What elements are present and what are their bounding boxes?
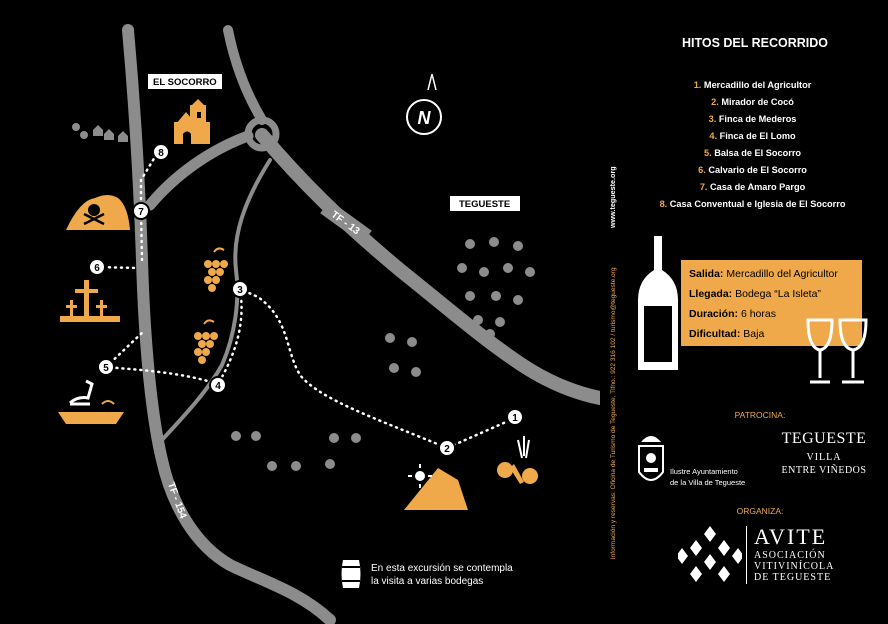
tf13-label: [320, 200, 371, 244]
wine-bottle-icon: [632, 234, 684, 374]
pirate-hat-icon: [66, 195, 130, 230]
tf154-text: TF - 154: [164, 480, 189, 521]
north-letter: N: [417, 108, 431, 128]
waypoint-3: [232, 281, 248, 297]
route-info-box: Salida: Mercadillo del Agricultor Llegada: Bodega “La Isleta” Duración: 6 horas Dificultad: Baja: [681, 260, 862, 346]
waypoint-1: [507, 409, 523, 425]
svg-text:2: 2: [444, 444, 450, 455]
avite-divider: [746, 526, 747, 584]
tf154-label: [165, 481, 188, 521]
svg-text:8: 8: [158, 148, 164, 159]
waypoint-2: [439, 440, 455, 456]
vertical-contact-text: [604, 60, 620, 620]
svg-text:1: 1: [512, 413, 518, 424]
road-north: [228, 30, 262, 120]
wine-glasses-icon: [804, 316, 874, 388]
tf13-text: TF - 13: [328, 209, 362, 238]
organiza-label: ORGANIZA:: [736, 506, 784, 516]
vegetables-icon: [497, 436, 538, 484]
grapes-icon-2: [194, 320, 218, 364]
stop-item: 1. Mercadillo del Agricultor: [693, 80, 812, 90]
north-arrow-icon: [407, 74, 441, 134]
stops-list: [620, 77, 885, 213]
calvario-icon: [60, 280, 120, 322]
website-text: www.tegueste.org: [608, 166, 618, 228]
stop-item: 4. Finca de El Lomo: [709, 131, 796, 141]
road-branch: [162, 160, 270, 440]
avite-text: AVITE ASOCIACIÓN VITIVINÍCOLA DE TEGUESTE: [754, 524, 835, 583]
coat-of-arms-icon: [636, 430, 666, 492]
stop-item: 2. Mirador de Cocó: [711, 97, 794, 107]
stops-title: HITOS DEL RECORRIDO: [681, 36, 829, 50]
waypoint-4: [210, 377, 226, 393]
waypoint-7: [133, 203, 149, 219]
stop-item: 3. Finca de Mederos: [708, 114, 797, 124]
waypoint-8: [153, 144, 169, 160]
balsa-bird-icon: [58, 381, 124, 424]
waypoint-5: [98, 359, 114, 375]
place-label-socorro: EL SOCORRO: [153, 77, 217, 88]
avite-logo-icon: [678, 522, 742, 586]
svg-text:6: 6: [94, 263, 100, 274]
place-label-tegueste: TEGUESTE: [459, 199, 511, 210]
svg-text:3: 3: [237, 285, 243, 296]
stop-item: 7. Casa de Amaro Pargo: [699, 182, 806, 192]
stop-item: 6. Calvario de El Socorro: [698, 165, 807, 175]
church-icon: [174, 99, 210, 144]
svg-text:7: 7: [138, 207, 144, 218]
stop-item: 5. Balsa de El Socorro: [703, 148, 802, 158]
mirador-mountain-icon: [404, 464, 468, 510]
svg-text:5: 5: [103, 363, 109, 374]
waypoint-6: [89, 259, 105, 275]
svg-text:4: 4: [215, 381, 221, 392]
ayuntamiento-text: Ilustre Ayuntamiento de la Villa de Tegueste: [670, 467, 746, 487]
barrel-icon: [342, 560, 361, 588]
stop-item: 8. Casa Conventual e Iglesia de El Socorro: [659, 199, 846, 209]
barrel-note-line2: la visita a varias bodegas: [371, 576, 484, 587]
road-tf13: [262, 135, 600, 398]
contact-text: Información y reservas: Oficina de Turismo de Tegueste, Tlfno.: 922 316 102 / turismo@tegueste.org: [610, 267, 618, 560]
tegueste-logo: TEGUESTE VILLA ENTRE VIÑEDOS: [781, 430, 867, 476]
barrel-note-line1: En esta excursión se contempla: [371, 563, 513, 574]
grapes-icon-1: [204, 248, 228, 292]
patrocina-label: PATROCINA:: [734, 410, 786, 420]
road-tf154: [128, 30, 330, 620]
